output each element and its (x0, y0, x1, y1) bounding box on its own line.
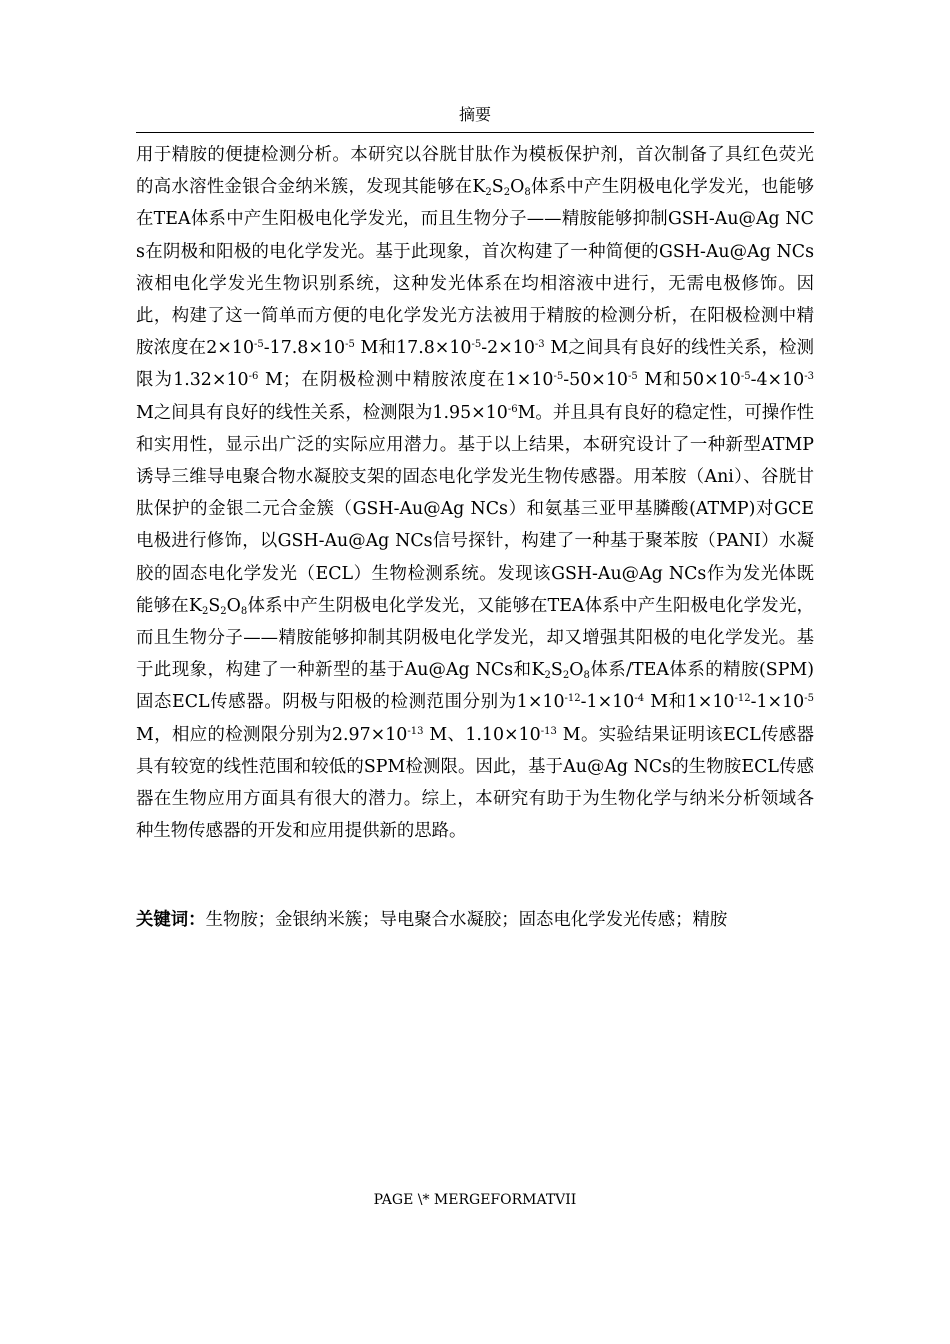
superscript: -13 (540, 725, 557, 737)
superscript: -5 (254, 339, 264, 351)
superscript: -5 (804, 693, 814, 705)
subscript: 8 (240, 605, 248, 617)
subscript: 2 (201, 605, 209, 617)
text-run: S (491, 177, 504, 198)
subscript: 2 (544, 670, 551, 682)
superscript: -4 (634, 693, 645, 705)
text-run: O (569, 660, 584, 681)
text-run: O (510, 177, 525, 198)
superscript: -5 (553, 371, 564, 383)
keywords-text: 生物胺；金银纳米簇；导电聚合水凝胶；固态电化学发光传感；精胺 (205, 910, 728, 930)
abstract-body (136, 139, 814, 847)
page-header-title: 摘要 (458, 105, 491, 124)
text-run: M。并且具有良好的稳定性，可操作性和实用性，显示出广泛的实际应用潜力。基于以上结果，本研究设计了一种新型ATMP诱导三维导电聚合物水凝胶支架的固态电化学发光生物传感器。用苯胺（Ani）、谷胱甘肽保护的金银二元合金簇（GSH-Au@Ag NCs）和氨基三亚甲基膦酸(ATMP)对GCE电极进行修饰，以GSH-Au@Ag NCs信号探针，构建了一种基于聚苯胺（PANI）水凝胶的固态电化学发光（ECL）生物检测系统。发现该GSH-Au@Ag NCs作为发光体既能够在K (136, 402, 814, 616)
subscript: 2 (220, 605, 227, 617)
superscript: -5 (345, 339, 355, 351)
subscript: 8 (583, 670, 590, 682)
text-run: M和50×10 (637, 370, 741, 391)
abstract-paragraph (136, 139, 814, 847)
text-run: 体系/TEA体系的精胺(SPM)固态ECL传感器。阴极与阳极的检测范围分别为1×10 (136, 660, 814, 713)
subscript: 2 (503, 187, 511, 199)
text-run: M和17.8×10 (354, 338, 472, 359)
superscript: -13 (407, 725, 424, 737)
superscript: -6 (507, 403, 518, 415)
text-run: -1×10 (750, 692, 805, 713)
text-run: M；在阴极检测中精胺浓度在1×10 (258, 370, 554, 391)
keywords-label: 关键词： (136, 910, 206, 930)
page-footer: PAGE \* MERGEFORMATVII (373, 1192, 577, 1208)
text-run: 体系中产生阴极电化学发光，又能够在TEA体系中产生阳极电化学发光，而且生物分子——精胺能够抑制其阴极电化学发光，却又增强其阳极的电化学发光。基于此现象，构建了一种新型的基于Au@Ag NCs和K (136, 595, 814, 681)
subscript: 2 (485, 187, 492, 199)
superscript: -12 (564, 693, 581, 705)
text-run: -50×10 (563, 370, 628, 391)
text-run: M、1.10×10 (423, 724, 541, 745)
text-run: M之间具有良好的线性关系，检测限为1.95×10 (136, 402, 508, 423)
text-run: -2×10 (481, 338, 535, 359)
text-run: M之间具有良好的线性关系，检测限为1.32×10 (136, 338, 815, 391)
text-run: -1×10 (580, 692, 635, 713)
superscript: -3 (534, 339, 545, 351)
header-divider (136, 132, 814, 133)
text-run: O (226, 595, 241, 616)
superscript: -5 (740, 371, 751, 383)
superscript: -6 (248, 371, 259, 383)
keywords-line (136, 904, 814, 936)
text-run: 体系中产生阴极电化学发光，也能够在TEA体系中产生阳极电化学发光，而且生物分子——精胺能够抑制GSH-Au@Ag NCs在阴极和阳极的电化学发光。基于此现象，首次构建了一种简便的GSH-Au@Ag NCs液相电化学发光生物识别系统，这种发光体系在均相溶液中进行，无需电极修饰。因此，构建了这一简单而方便的电化学发光方法被用于精胺的检测分析，在阳极检测中精胺浓度在2×10 (136, 177, 814, 359)
superscript: -12 (734, 693, 751, 705)
text-run: M。实验结果证明该ECL传感器具有较宽的线性范围和较低的SPM检测限。因此，基于Au@Ag NCs的生物胺ECL传感器在生物应用方面具有很大的潜力。综上，本研究有助于为生物化学与纳米分析领域各种生物传感器的开发和应用提供新的思路。 (136, 724, 814, 842)
text-run: S (208, 595, 221, 616)
subscript: 8 (524, 187, 531, 199)
text-run: 用于精胺的便捷检测分析。本研究以谷胱甘肽作为模板保护剂，首次制备了具红色荧光的高水溶性金银合金纳米簇，发现其能够在K (136, 145, 814, 198)
superscript: -5 (471, 339, 482, 351)
superscript: -5 (627, 371, 638, 383)
text-run: M和1×10 (644, 692, 735, 713)
text-run: -17.8×10 (263, 338, 346, 359)
text-run: S (550, 660, 563, 681)
superscript: -3 (804, 371, 814, 383)
text-run: M，相应的检测限分别为2.97×10 (136, 724, 408, 745)
subscript: 2 (562, 670, 570, 682)
text-run: -4×10 (750, 370, 805, 391)
